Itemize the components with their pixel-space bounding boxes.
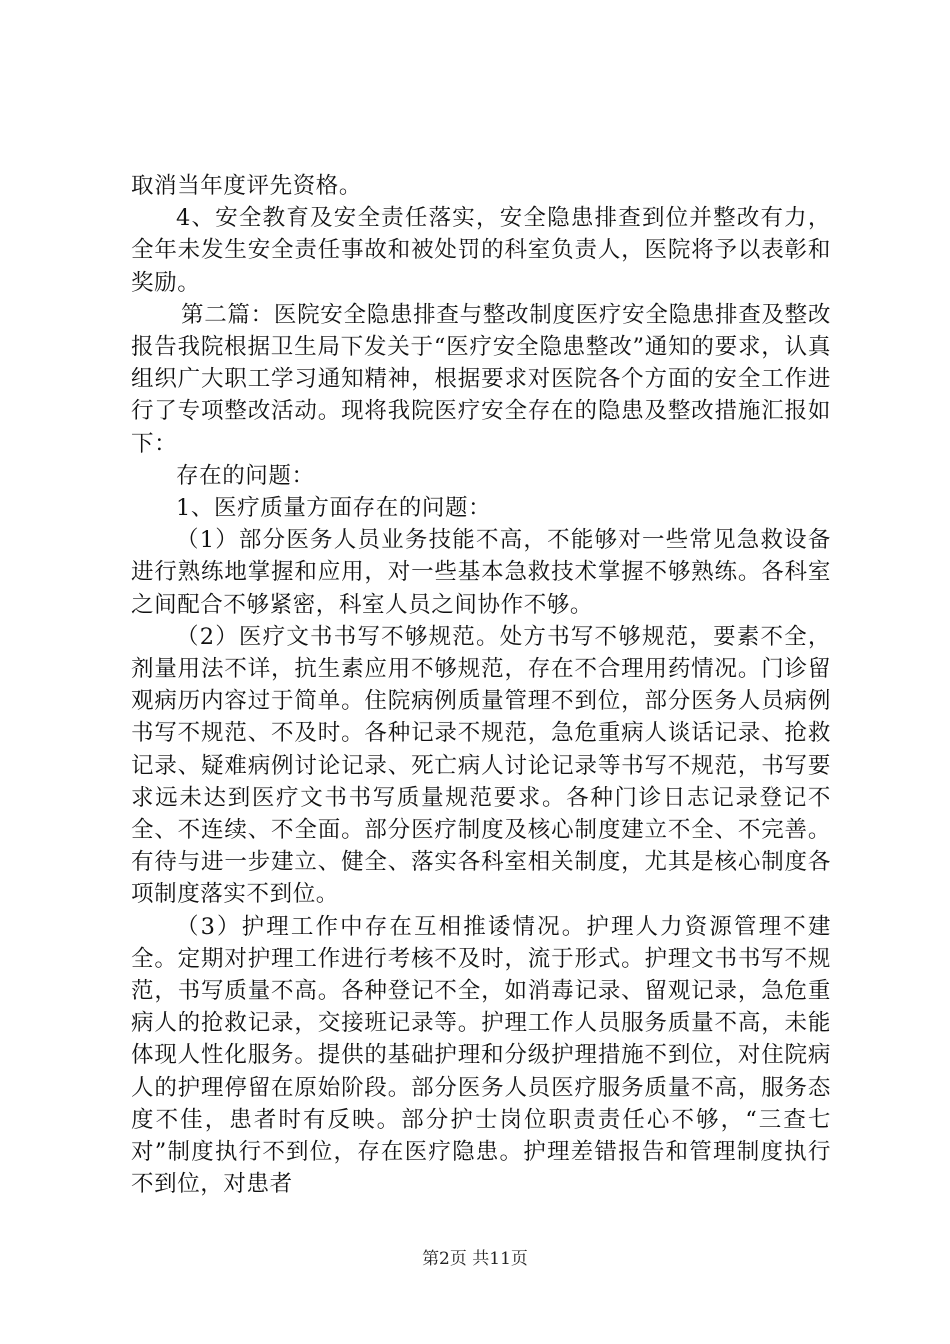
paragraph: （3）护理工作中存在互相推诿情况。护理人力资源管理不建全。定期对护理工作进行考核不及时，流于形式。护理文书书写不规范，书写质量不高。各种登记不全，如消毒记录、留观记录，急危重病人的抢救记录，交接班记录等。护理工作人员服务质量不高，未能体现人性化服务。提供的基础护理和分级护理措施不到位，对住院病人的护理停留在原始阶段。部分医务人员医疗服务质量不高，服务态度不佳，患者时有反映。部分护士岗位职责责任心不够，“三查七对”制度执行不到位，存在医疗隐患。护理差错报告和管理制度执行不到位，对患者 bbox=[131, 913, 831, 1198]
paragraph: （2）医疗文书书写不够规范。处方书写不够规范，要素不全，剂量用法不详，抗生素应用不够规范，存在不合理用药情况。门诊留观病历内容过于简单。住院病例质量管理不到位，部分医务人员病例书写不规范、不及时。各种记录不规范，急危重病人谈话记录、抢救记录、疑难病例讨论记录、死亡病人讨论记录等书写不规范，书写要求远未达到医疗文书书写质量规范要求。各种门诊日志记录登记不全、不连续、不全面。部分医疗制度及核心制度建立不全、不完善。有待与进一步建立、健全、落实各科室相关制度，尤其是核心制度各项制度落实不到位。 bbox=[131, 623, 831, 908]
page-footer bbox=[0, 1244, 950, 1269]
paragraph: 第二篇：医院安全隐患排查与整改制度医疗安全隐患排查及整改报告我院根据卫生局下发关于“医疗安全隐患整改”通知的要求，认真组织广大职工学习通知精神，根据要求对医院各个方面的安全工作进行了专项整改活动。现将我院医疗安全存在的隐患及整改措施汇报如下： bbox=[131, 301, 831, 457]
paragraph: 存在的问题： bbox=[176, 462, 315, 489]
paragraph: 4、安全教育及安全责任落实，安全隐患排查到位并整改有力，全年未发生安全责任事故和被处罚的科室负责人，医院将予以表彰和奖励。 bbox=[131, 205, 831, 296]
page-number: 第2页 共11页 bbox=[422, 1249, 528, 1269]
paragraph: （1）部分医务人员业务技能不高，不能够对一些常见急救设备进行熟练地掌握和应用，对一些基本急救技术掌握不够熟练。各科室之间配合不够紧密，科室人员之间协作不够。 bbox=[131, 527, 831, 618]
paragraph: 1、医疗质量方面存在的问题： bbox=[176, 495, 492, 522]
paragraph: 取消当年度评先资格。 bbox=[131, 173, 363, 199]
document-body bbox=[131, 170, 831, 1201]
